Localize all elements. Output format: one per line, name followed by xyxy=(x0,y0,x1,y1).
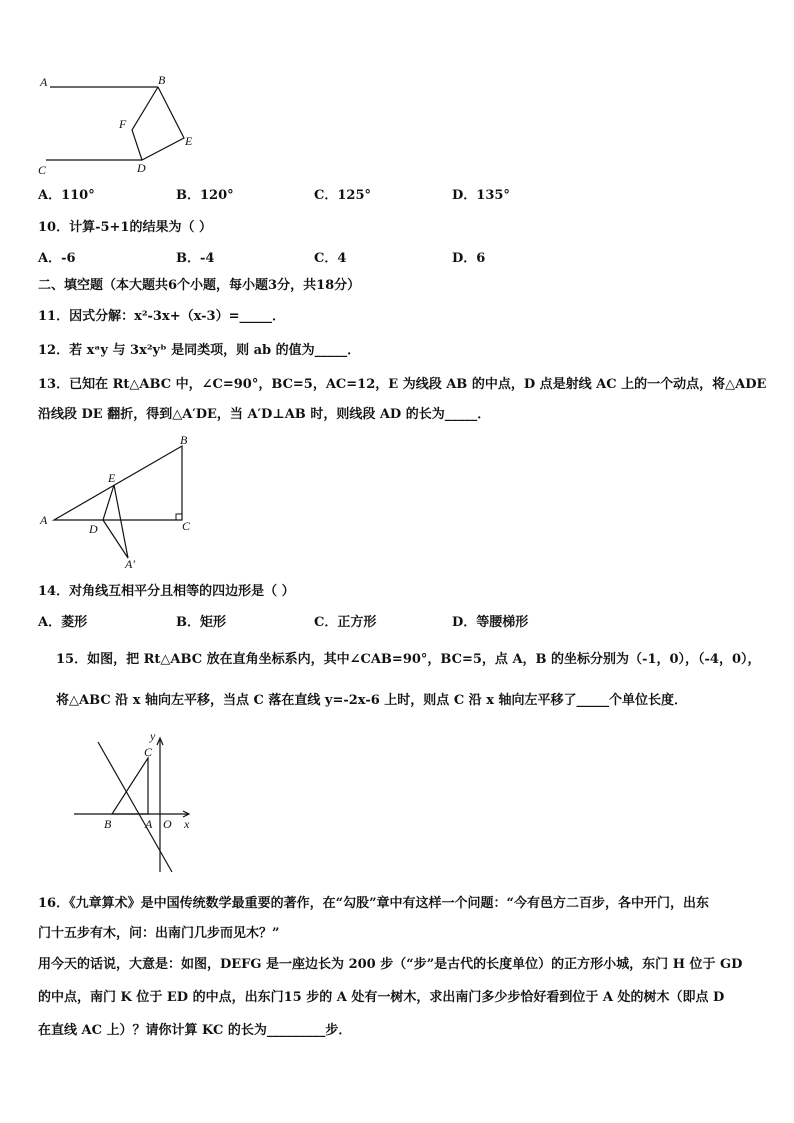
q14-option-b: B．矩形 xyxy=(176,615,226,630)
q10-option-b: B．-4 xyxy=(176,251,215,266)
label-d: D xyxy=(137,161,146,175)
q16-line-2: 门十五步有木，问：出南门几步而见木？” xyxy=(38,926,280,941)
q14-option-d: D．等腰梯形 xyxy=(452,615,529,630)
triangle-abc xyxy=(112,758,148,814)
q11-stem: 11．因式分解：x²-3x+（x-3）=_____． xyxy=(38,309,285,324)
path-bfde xyxy=(132,87,184,160)
q10-option-a: A．-6 xyxy=(38,251,76,266)
label-a: A xyxy=(145,817,153,831)
q10-option-d: D．6 xyxy=(452,251,486,266)
label-b: B xyxy=(158,73,166,87)
section-title: 二、填空题（本大题共6个小题，每小题3分，共18分） xyxy=(38,278,361,293)
q9-option-a: A．110° xyxy=(38,188,95,203)
figure-q15 xyxy=(58,728,208,878)
label-e: E xyxy=(108,471,116,485)
q15-line-2: 将△ABC 沿 x 轴向左平移，当点 C 落在直线 y=-2x-6 上时，则点 C 沿 x 轴向左平移了_____个单位长度． xyxy=(56,693,687,708)
label-y: y xyxy=(150,729,156,743)
q14-stem: 14．对角线互相平分且相等的四边形是（ ） xyxy=(38,584,295,599)
label-a: A xyxy=(40,513,48,527)
label-b: B xyxy=(104,817,112,831)
line-y-eq-neg2x-6 xyxy=(98,742,172,872)
label-c: C xyxy=(182,519,191,533)
q16-line-3: 用今天的话说，大意是：如图，DEFG 是一座边长为 200 步（“步”是古代的长度单位）的正方形小城，东门 H 位于 GD xyxy=(38,957,743,972)
q9-option-d: D．135° xyxy=(452,188,510,203)
q9-option-c: C．125° xyxy=(314,188,371,203)
label-b: B xyxy=(180,433,188,447)
label-o: O xyxy=(163,817,172,831)
label-c: C xyxy=(38,163,47,177)
label-d: D xyxy=(89,522,98,536)
label-a: A xyxy=(40,75,48,89)
fold-edges xyxy=(103,485,128,558)
q16-line-5: 在直线 AC 上）？请你计算 KC 的长为_________步． xyxy=(38,1023,352,1038)
q14-option-c: C．正方形 xyxy=(314,615,377,630)
label-f: F xyxy=(119,117,127,131)
figure-q13 xyxy=(38,433,208,571)
figure-q9 xyxy=(36,72,216,182)
q13-line-1: 13．已知在 Rt△ABC 中，∠C=90°，BC=5，AC=12，E 为线段 AB 的中点，D 点是射线 AC 上的一个动点，将△ADE xyxy=(38,377,767,392)
q10-option-c: C．4 xyxy=(314,251,347,266)
label-c: C xyxy=(144,745,153,759)
label-x: x xyxy=(184,817,190,831)
q14-option-a: A．菱形 xyxy=(38,615,88,630)
q16-line-4: 的中点，南门 K 位于 ED 的中点，出东门15 步的 A 处有一树木，求出南门多少步恰好看到位于 A 处的树木（即点 D xyxy=(38,990,725,1005)
q10-stem: 10．计算-5+1的结果为（ ） xyxy=(38,220,212,235)
label-a-prime: A′ xyxy=(125,557,135,571)
label-e: E xyxy=(185,134,193,148)
q9-option-b: B．120° xyxy=(176,188,234,203)
q12-stem: 12．若 xᵃy 与 3x²yᵇ 是同类项，则 ab 的值为_____． xyxy=(38,343,361,358)
q16-line-1: 16．《九章算术》是中国传统数学最重要的著作，在“勾股”章中有这样一个问题：“今有邑方二百步，各中开门，出东 xyxy=(38,896,710,911)
q13-line-2: 沿线段 DE 翻折，得到△A′DE，当 A′D⊥AB 时，则线段 AD 的长为_____． xyxy=(38,407,491,422)
q15-line-1: 15．如图，把 Rt△ABC 放在直角坐标系内，其中∠CAB=90°，BC=5，点 A，B 的坐标分别为（-1，0），（-4，0）， xyxy=(56,652,761,667)
